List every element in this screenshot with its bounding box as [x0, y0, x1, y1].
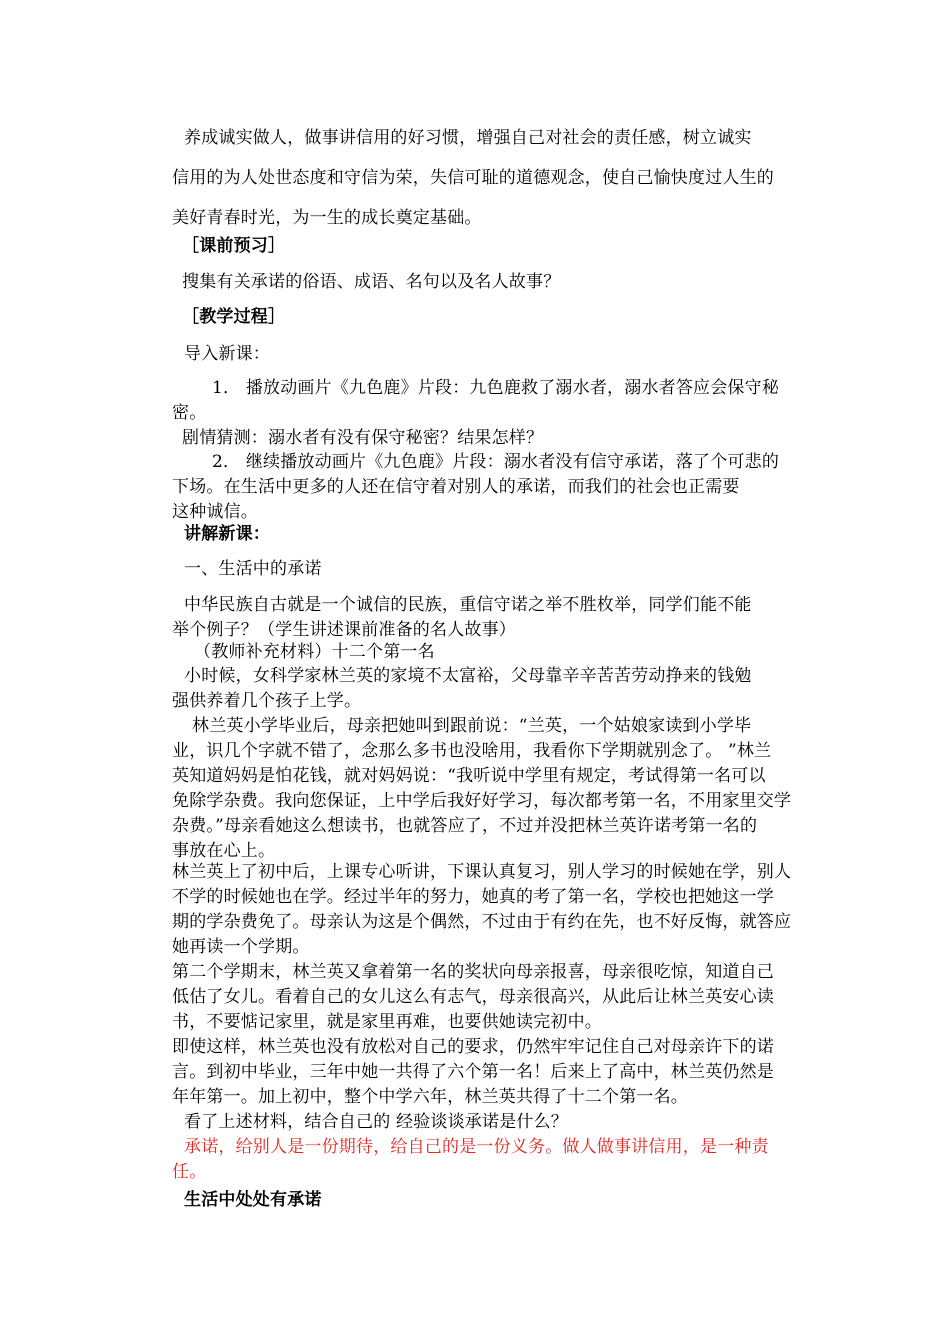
paragraph-2-line-2: 强供养着几个孩子上学。 — [172, 691, 362, 711]
promise-definition-line-2: 任。 — [172, 1162, 207, 1182]
intro-paragraph — [172, 118, 822, 238]
step-1-line-1: 1． 播放动画片《九色鹿》片段：九色鹿救了溺水者，溺水者答应会保守秘 — [212, 378, 780, 398]
promise-definition — [172, 1135, 812, 1185]
plot-guess: 剧情猜测：溺水者有没有保守秘密？结果怎样？ — [182, 428, 544, 448]
paragraph-3 — [172, 714, 812, 864]
paragraph-3-line-2: 业，识几个字就不错了，念那么多书也没啥用，我看你下学期就别念了。 ”林兰 — [172, 741, 772, 761]
step-1 — [172, 376, 812, 426]
paragraph-1-line-2: 举个例子？（学生讲述课前准备的名人故事） — [172, 620, 516, 640]
paragraph-3-line-1: 林兰英小学毕业后，母亲把她叫到跟前说：“兰英，一个姑娘家读到小学毕 — [192, 716, 752, 736]
intro-lesson-label: 导入新课： — [184, 344, 270, 364]
paragraph-5-line-1: 第二个学期末，林兰英又拿着第一名的奖状向母亲报喜，母亲很吃惊，知道自己 — [172, 962, 774, 982]
step-1-line-2: 密。 — [172, 403, 207, 423]
paragraph-2 — [172, 664, 812, 714]
paragraph-2-line-1: 小时候，女科学家林兰英的家境不太富裕，父母靠辛辛苦苦劳动挣来的钱勉 — [184, 666, 752, 686]
intro-line-1: 养成诚实做人，做事讲信用的好习惯，增强自己对社会的责任感，树立诚实 — [184, 128, 752, 148]
paragraph-3-line-6: 事放在心上。 — [172, 841, 276, 861]
paragraph-3-line-4: 免除学杂费。我向您保证，上中学后我好好学习，每次都考第一名，不用家里交学 — [172, 791, 792, 811]
subsection-heading: 生活中处处有承诺 — [184, 1190, 322, 1210]
paragraph-1 — [172, 593, 812, 643]
step-2-line-3: 这种诚信。 — [172, 502, 258, 522]
step-2-line-1: 2． 继续播放动画片《九色鹿》片段：溺水者没有信守承诺，落了个可悲的 — [212, 452, 780, 472]
paragraph-6 — [172, 1035, 812, 1110]
paragraph-3-line-5: 杂费。”母亲看她这么想读书，也就答应了，不过并没把林兰英许诺考第一名的 — [172, 816, 758, 836]
paragraph-3-line-3: 英知道妈妈是怕花钱，就对妈妈说：“我听说中学里有规定，考试得第一名可以 — [172, 766, 766, 786]
material-title: （教师补充材料）十二个第一名 — [194, 642, 435, 662]
promise-definition-line-1: 承诺，给别人是一份期待，给自己的是一份义务。做人做事讲信用，是一种责 — [184, 1137, 769, 1157]
discussion-question: 看了上述材料，结合自己的 经验谈谈承诺是什么？ — [184, 1112, 569, 1132]
paragraph-4-line-3: 期的学杂费免了。母亲认为这是个偶然，不过由于有约在先，也不好反悔，就答应 — [172, 912, 792, 932]
paragraph-5-line-2: 低估了女儿。看着自己的女儿这么有志气，母亲很高兴，从此后让林兰英安心读 — [172, 987, 774, 1007]
paragraph-5 — [172, 960, 812, 1035]
paragraph-6-line-2: 言。到初中毕业，三年中她一共得了六个第一名！后来上了高中，林兰英仍然是 — [172, 1062, 774, 1082]
paragraph-5-line-3: 书，不要惦记家里，就是家里再难，也要供她读完初中。 — [172, 1012, 602, 1032]
paragraph-4-line-1: 林兰英上了初中后，上课专心听讲，下课认真复习，别人学习的时候她在学，别人 — [172, 862, 792, 882]
paragraph-4 — [172, 860, 812, 960]
step-2 — [172, 450, 812, 525]
lecture-heading: 讲解新课： — [184, 524, 270, 544]
process-heading: ［教学过程］ — [182, 307, 286, 327]
paragraph-4-line-4: 她再读一个学期。 — [172, 937, 310, 957]
paragraph-6-line-1: 即使这样，林兰英也没有放松对自己的要求，仍然牢牢记住自己对母亲许下的诺 — [172, 1037, 774, 1057]
paragraph-4-line-2: 不学的时候她也在学。经过半年的努力，她真的考了第一名，学校也把她这一学 — [172, 887, 774, 907]
paragraph-1-line-1: 中华民族自古就是一个诚信的民族，重信守诺之举不胜枚举，同学们能不能 — [184, 595, 752, 615]
section-1-title: 一、生活中的承诺 — [184, 559, 322, 579]
intro-line-3: 美好青春时光，为一生的成长奠定基础。 — [172, 208, 482, 228]
intro-line-2: 信用的为人处世态度和守信为荣，失信可耻的道德观念，使自己愉快度过人生的 — [172, 168, 774, 188]
step-2-line-2: 下场。在生活中更多的人还在信守着对别人的承诺，而我们的社会也正需要 — [172, 477, 740, 497]
preview-heading: ［课前预习］ — [182, 236, 286, 256]
preview-text: 搜集有关承诺的俗语、成语、名句以及名人故事？ — [182, 272, 561, 292]
paragraph-6-line-3: 年年第一。加上初中，整个中学六年，林兰英共得了十二个第一名。 — [172, 1087, 688, 1107]
